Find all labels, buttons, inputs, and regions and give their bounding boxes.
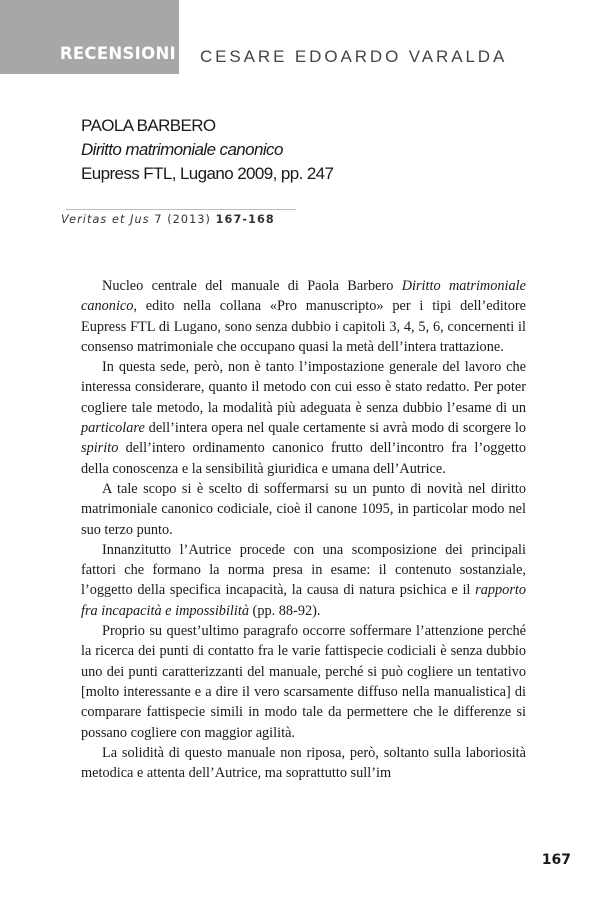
paragraph — [81, 621, 526, 743]
paragraph — [81, 743, 526, 784]
text-run: A tale scopo si è scelto di soffermarsi su un punto di novità nel diritto matrimoniale canonico codiciale, cioè il canone 1095, in particolar modo nel suo terzo punto. — [81, 480, 526, 538]
journal-citation — [61, 213, 275, 226]
journal-pages: 167-168 — [215, 213, 275, 226]
text-run: La solidità di questo manuale non riposa, però, soltanto sulla laboriosità metodica e attenta dell’Autrice, ma soprattutto sull’im — [81, 744, 526, 782]
book-title: Diritto matrimoniale canonico — [81, 140, 283, 159]
text-run: Innanzitutto l’Autrice procede con una scomposizione dei principali fattori che formano la norma presa in esame: il contenuto sostanziale, l’oggetto della specifica incapacità, la causa di natura psichica e il — [81, 541, 526, 599]
text-run: Nucleo centrale del manuale di Paola Barbero — [102, 278, 402, 294]
text-run: dell’intero ordinamento canonico frutto dell’incontro fra l’oggetto della conoscenza e la sensibilità giuridica e umana dell’Autrice. — [81, 440, 526, 477]
book-info — [81, 114, 333, 186]
running-head-author: CESARE EDOARDO VARALDA — [200, 47, 508, 66]
journal-name: Veritas et Jus — [61, 213, 150, 226]
italic-text: particolare — [81, 420, 145, 437]
paragraph — [81, 540, 526, 621]
italic-text: rapporto fra incapacità e impossibilità — [81, 582, 526, 619]
paragraph — [81, 479, 526, 540]
review-body — [81, 276, 526, 783]
paragraph — [81, 357, 526, 479]
section-label: RECENSIONI — [59, 44, 176, 63]
paragraph — [81, 276, 526, 357]
page-number: 167 — [541, 852, 571, 868]
italic-text: spirito — [81, 440, 119, 457]
text-run: Proprio su quest’ultimo paragrafo occorre soffermare l’attenzione perché la ricerca dei punti di contatto fra le varie fattispecie codiciali è senza dubbio uno dei punti caratterizzanti del manuale, perché si può cogliere un tentativo [molto interessante e a dire il vero scarsamente diffuso nella manualistica] di comparare fattispecie simili in modo tale da permettere che le differenze si possano cogliere con maggior agilità. — [81, 623, 526, 741]
text-run: In questa sede, però, non è tanto l’impostazione generale del lavoro che interessa considerare, quanto il metodo con cui esso è stato redatto. Per poter cogliere tale metodo, la modalità più adeguata è senza dubbio l’esame di un — [81, 359, 526, 416]
book-author: PAOLA BARBERO — [81, 116, 216, 135]
book-publication: Eupress FTL, Lugano 2009, pp. 247 — [81, 164, 334, 183]
divider-rule — [66, 209, 296, 210]
text-run: , edito nella collana «Pro manuscripto» per i tipi dell’editore Eupress FTL di Lugano, sono senza dubbio i capitoli 3, 4, 5, 6, concernenti il consenso matrimoniale che occupano quasi la metà dell’intera trattazione. — [81, 298, 526, 355]
text-run: (pp. 88-92). — [248, 602, 321, 619]
journal-volume-year: 7 (2013) — [154, 213, 212, 226]
italic-text: Diritto matrimoniale canonico — [81, 278, 526, 315]
text-run: dell’intera opera nel quale certamente si avrà modo di scorgere lo — [144, 420, 526, 437]
